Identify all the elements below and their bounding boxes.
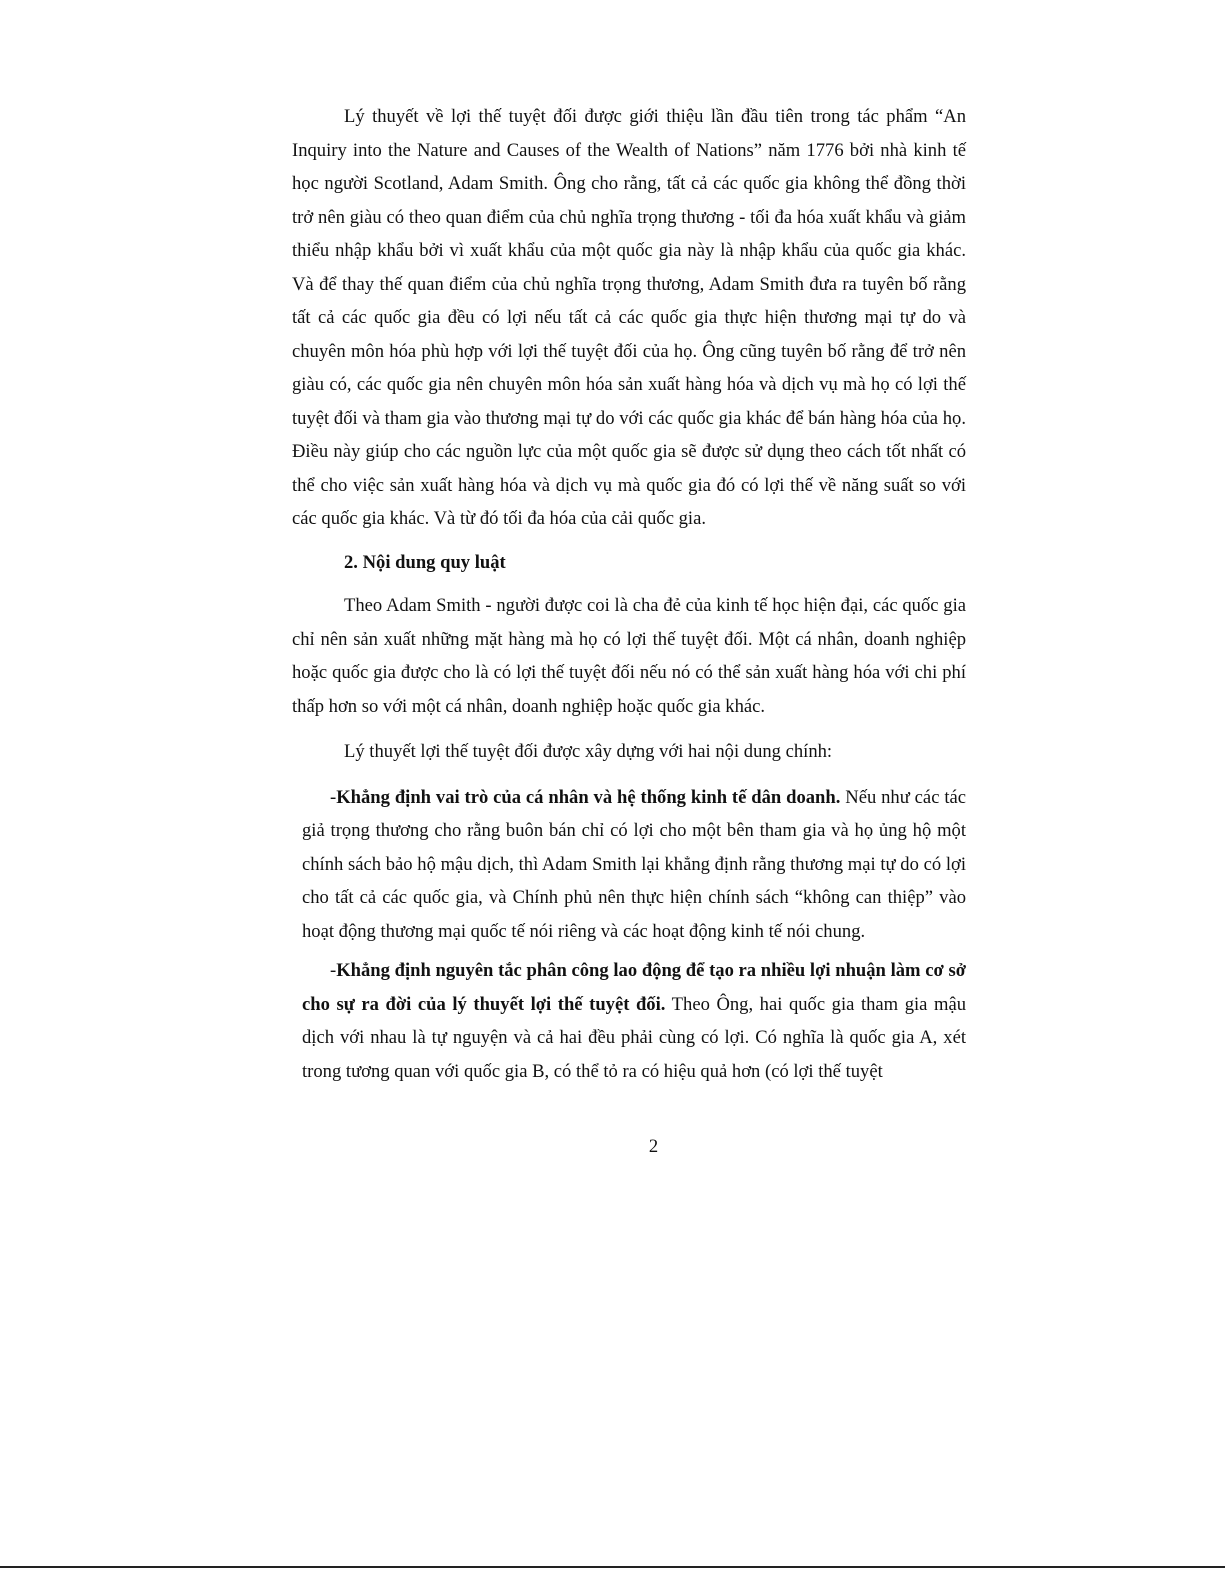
bullet-paragraph-1 (292, 781, 966, 949)
bullet-dash: - (330, 960, 337, 981)
summary-paragraph: Lý thuyết lợi thế tuyệt đối được xây dựng với hai nội dung chính: (344, 741, 833, 762)
intro-paragraph: Lý thuyết về lợi thế tuyệt đối được giới thiệu lần đầu tiên trong tác phẩm “An Inquiry into the Nature and Causes of the Wealth of Nations” năm 1776 bởi nhà kinh tế học người Scotland, Adam Smith. Ông cho rằng, tất cả các quốc gia không thể đồng thời trở nên giàu có theo quan điểm của chủ nghĩa trọng thương - tối đa hóa xuất khẩu và giảm thiểu nhập khẩu bởi vì xuất khẩu của một quốc gia này là nhập khẩu của quốc gia khác. Và để thay thế quan điểm của chủ nghĩa trọng thương, Adam Smith đưa ra tuyên bố rằng tất cả các quốc gia đều có lợi nếu tất cả các quốc gia thực hiện thương mại tự do và chuyên môn hóa phù hợp với lợi thế tuyệt đối của họ. Ông cũng tuyên bố rằng để trở nên giàu có, các quốc gia nên chuyên môn hóa sản xuất hàng hóa và dịch vụ mà họ có lợi thế tuyệt đối và tham gia vào thương mại tự do với các quốc gia khác để bán hàng hóa của họ. Điều này giúp cho các nguồn lực của một quốc gia sẽ được sử dụng theo cách tốt nhất có thể cho việc sản xuất hàng hóa và dịch vụ mà quốc gia đó có lợi thế về năng suất so với các quốc gia khác. Và từ đó tối đa hóa của cải quốc gia. (292, 106, 966, 529)
bullet-bold-lead: Khẳng định vai trò của cá nhân và hệ thống kinh tế dân doanh. (336, 786, 841, 808)
bullet-paragraph-2 (292, 954, 966, 1088)
bullet-dash: - (330, 786, 337, 808)
bullet-body: Nếu như các tác giả trọng thương cho rằng buôn bán chỉ có lợi cho một bên tham gia và họ ủng hộ một chính sách bảo hộ mậu dịch, thì Adam Smith lại khẳng định rằng thương mại tự do có lợi cho tất cả các quốc gia, và Chính phủ nên thực hiện chính sách “không can thiệp” vào hoạt động thương mại quốc tế nói riêng và các hoạt động kinh tế nói chung. (302, 786, 966, 942)
section-heading: 2. Nội dung quy luật (344, 551, 506, 573)
page-bottom-divider (0, 1566, 1225, 1568)
page-number: 2 (648, 1136, 659, 1157)
document-page (292, 100, 966, 1088)
bullet-bold-lead: Khẳng định nguyên tắc phân công lao động để tạo ra nhiều lợi nhuận làm cơ sở cho sự ra đời của lý thuyết lợi thế tuyệt đối. (302, 960, 966, 1015)
content-paragraph: Theo Adam Smith - người được coi là cha đẻ của kinh tế học hiện đại, các quốc gia chỉ nên sản xuất những mặt hàng mà họ có lợi thế tuyệt đối. Một cá nhân, doanh nghiệp hoặc quốc gia được cho là có lợi thế tuyệt đối nếu nó có thể sản xuất hàng hóa với chi phí thấp hơn so với một cá nhân, doanh nghiệp hoặc quốc gia khác. (292, 595, 966, 717)
bullet-body: Theo Ông, hai quốc gia tham gia mậu dịch với nhau là tự nguyện và cả hai đều phải cùng có lợi. Có nghĩa là quốc gia A, xét trong tương quan với quốc gia B, có thể tỏ ra có hiệu quả hơn (có lợi thế tuyệt (302, 993, 966, 1082)
